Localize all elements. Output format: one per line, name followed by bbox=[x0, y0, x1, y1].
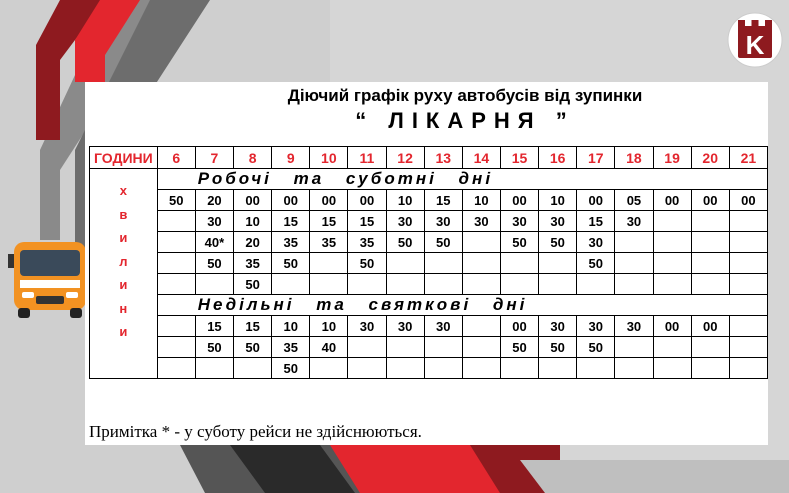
minute-cell: 50 bbox=[424, 232, 462, 253]
minute-cell bbox=[157, 211, 195, 232]
bus-image bbox=[6, 236, 94, 320]
minute-cell: 00 bbox=[653, 190, 691, 211]
minute-cell bbox=[729, 274, 767, 295]
minute-cell bbox=[386, 274, 424, 295]
minute-cell bbox=[539, 358, 577, 379]
hour-header: 6 bbox=[157, 147, 195, 169]
minute-cell bbox=[577, 358, 615, 379]
minute-cell: 30 bbox=[577, 232, 615, 253]
minute-cell bbox=[386, 337, 424, 358]
minute-cell bbox=[691, 253, 729, 274]
minute-cell bbox=[691, 211, 729, 232]
minute-cell: 35 bbox=[272, 232, 310, 253]
minute-cell: 50 bbox=[577, 337, 615, 358]
minute-cell bbox=[157, 337, 195, 358]
minute-cell: 50 bbox=[234, 337, 272, 358]
minute-cell: 35 bbox=[310, 232, 348, 253]
minute-cell: 50 bbox=[195, 337, 233, 358]
minute-cell: 00 bbox=[691, 316, 729, 337]
minute-cell bbox=[462, 274, 500, 295]
minute-cell bbox=[424, 274, 462, 295]
minute-cell: 50 bbox=[577, 253, 615, 274]
minute-cell: 30 bbox=[424, 211, 462, 232]
minute-cell bbox=[615, 274, 653, 295]
minute-cell: 10 bbox=[310, 316, 348, 337]
minute-cell bbox=[157, 274, 195, 295]
minute-cell: 00 bbox=[729, 190, 767, 211]
hour-header: 18 bbox=[615, 147, 653, 169]
minute-cell: 00 bbox=[577, 190, 615, 211]
minute-cell bbox=[615, 337, 653, 358]
minute-cell: 30 bbox=[195, 211, 233, 232]
minute-cell: 30 bbox=[500, 211, 538, 232]
minute-cell bbox=[424, 358, 462, 379]
minute-cell: 30 bbox=[348, 316, 386, 337]
minute-cell: 00 bbox=[234, 190, 272, 211]
minute-cell bbox=[462, 337, 500, 358]
minute-cell: 50 bbox=[157, 190, 195, 211]
minute-cell: 40 bbox=[310, 337, 348, 358]
minute-cell bbox=[157, 316, 195, 337]
hour-header: 15 bbox=[500, 147, 538, 169]
minute-cell: 10 bbox=[234, 211, 272, 232]
section-heading: Робочі та суботні дні bbox=[157, 169, 767, 190]
minutes-side-label bbox=[90, 169, 158, 379]
minute-cell bbox=[195, 274, 233, 295]
minute-cell bbox=[157, 232, 195, 253]
minute-cell bbox=[729, 232, 767, 253]
minute-cell bbox=[729, 316, 767, 337]
hour-header: 14 bbox=[462, 147, 500, 169]
minute-cell: 50 bbox=[348, 253, 386, 274]
hour-header: 7 bbox=[195, 147, 233, 169]
side-letter: л bbox=[119, 253, 128, 269]
minute-cell: 40* bbox=[195, 232, 233, 253]
minute-cell: 30 bbox=[386, 211, 424, 232]
minute-cell: 15 bbox=[272, 211, 310, 232]
minute-cell: 35 bbox=[272, 337, 310, 358]
minute-cell bbox=[691, 274, 729, 295]
minute-cell: 30 bbox=[577, 316, 615, 337]
minute-cell: 50 bbox=[500, 232, 538, 253]
minute-cell bbox=[462, 232, 500, 253]
logo-letter: K bbox=[745, 30, 765, 60]
hour-header: 12 bbox=[386, 147, 424, 169]
hour-header: 20 bbox=[691, 147, 729, 169]
side-letter: и bbox=[119, 324, 128, 339]
minute-cell bbox=[653, 211, 691, 232]
minute-cell bbox=[653, 253, 691, 274]
minute-cell bbox=[653, 358, 691, 379]
minute-cell bbox=[462, 316, 500, 337]
minute-cell bbox=[615, 253, 653, 274]
minute-cell bbox=[272, 274, 310, 295]
minute-cell bbox=[348, 337, 386, 358]
minute-cell bbox=[500, 358, 538, 379]
minute-cell: 35 bbox=[234, 253, 272, 274]
minute-cell: 00 bbox=[348, 190, 386, 211]
minute-cell bbox=[195, 358, 233, 379]
minute-cell bbox=[348, 358, 386, 379]
minute-cell: 00 bbox=[653, 316, 691, 337]
schedule-panel bbox=[85, 82, 768, 445]
minute-cell: 05 bbox=[615, 190, 653, 211]
hour-header: 19 bbox=[653, 147, 691, 169]
minute-cell bbox=[729, 211, 767, 232]
minute-cell: 20 bbox=[234, 232, 272, 253]
minute-cell bbox=[691, 358, 729, 379]
minute-cell bbox=[615, 358, 653, 379]
minute-cell bbox=[157, 358, 195, 379]
hour-header: 21 bbox=[729, 147, 767, 169]
minute-cell bbox=[310, 253, 348, 274]
minute-cell bbox=[691, 337, 729, 358]
minute-cell bbox=[729, 358, 767, 379]
minute-cell bbox=[729, 253, 767, 274]
minute-cell bbox=[348, 274, 386, 295]
minute-cell: 20 bbox=[195, 190, 233, 211]
section-heading: Недільні та святкові дні bbox=[157, 295, 767, 316]
hour-header: 8 bbox=[234, 147, 272, 169]
brand-logo bbox=[727, 12, 783, 68]
hour-header: 9 bbox=[272, 147, 310, 169]
minute-cell bbox=[691, 232, 729, 253]
minute-cell bbox=[462, 358, 500, 379]
minute-cell: 10 bbox=[539, 190, 577, 211]
minute-cell bbox=[653, 274, 691, 295]
minute-cell: 15 bbox=[310, 211, 348, 232]
minute-cell: 50 bbox=[386, 232, 424, 253]
minute-cell bbox=[157, 253, 195, 274]
minute-cell: 30 bbox=[386, 316, 424, 337]
minute-cell bbox=[462, 253, 500, 274]
minute-cell: 00 bbox=[272, 190, 310, 211]
minute-cell: 30 bbox=[615, 316, 653, 337]
minute-cell bbox=[386, 358, 424, 379]
minute-cell: 50 bbox=[234, 274, 272, 295]
minute-cell bbox=[234, 358, 272, 379]
minute-cell: 50 bbox=[500, 337, 538, 358]
side-letter: и bbox=[119, 277, 128, 292]
side-letter: в bbox=[119, 206, 128, 222]
minute-cell: 10 bbox=[272, 316, 310, 337]
minute-cell: 10 bbox=[462, 190, 500, 211]
hours-header-label: ГОДИНИ bbox=[90, 147, 158, 169]
minute-cell: 15 bbox=[577, 211, 615, 232]
hour-header: 10 bbox=[310, 147, 348, 169]
minute-cell: 00 bbox=[310, 190, 348, 211]
minute-cell: 15 bbox=[234, 316, 272, 337]
stop-name: “ ЛІКАРНЯ ” bbox=[355, 108, 575, 133]
minute-cell bbox=[424, 253, 462, 274]
side-letter: н bbox=[119, 300, 128, 316]
minute-cell bbox=[653, 337, 691, 358]
minute-cell bbox=[577, 274, 615, 295]
schedule-table bbox=[89, 146, 768, 379]
minute-cell: 00 bbox=[500, 190, 538, 211]
schedule-title: Діючий графік руху автобусів від зупинки bbox=[287, 86, 643, 105]
minute-cell: 30 bbox=[539, 211, 577, 232]
minute-cell bbox=[500, 253, 538, 274]
minute-cell bbox=[310, 274, 348, 295]
minute-cell: 30 bbox=[424, 316, 462, 337]
minute-cell: 10 bbox=[386, 190, 424, 211]
hour-header: 17 bbox=[577, 147, 615, 169]
minute-cell: 15 bbox=[195, 316, 233, 337]
minute-cell bbox=[653, 232, 691, 253]
hour-header: 16 bbox=[539, 147, 577, 169]
minute-cell: 15 bbox=[348, 211, 386, 232]
minute-cell bbox=[539, 274, 577, 295]
hour-header: 13 bbox=[424, 147, 462, 169]
side-letter: и bbox=[119, 230, 128, 245]
minute-cell: 50 bbox=[539, 232, 577, 253]
minute-cell bbox=[424, 337, 462, 358]
minute-cell: 30 bbox=[615, 211, 653, 232]
minute-cell: 00 bbox=[500, 316, 538, 337]
minute-cell: 00 bbox=[691, 190, 729, 211]
minute-cell: 35 bbox=[348, 232, 386, 253]
minute-cell: 30 bbox=[539, 316, 577, 337]
minute-cell bbox=[729, 337, 767, 358]
minute-cell: 15 bbox=[424, 190, 462, 211]
minute-cell: 30 bbox=[462, 211, 500, 232]
minute-cell: 50 bbox=[272, 358, 310, 379]
minute-cell bbox=[310, 358, 348, 379]
footnote: Примітка * - у суботу рейси не здійснюються. bbox=[89, 422, 422, 441]
hour-header: 11 bbox=[348, 147, 386, 169]
minute-cell: 50 bbox=[539, 337, 577, 358]
minute-cell bbox=[386, 253, 424, 274]
minute-cell: 50 bbox=[195, 253, 233, 274]
minute-cell bbox=[615, 232, 653, 253]
minute-cell bbox=[539, 253, 577, 274]
side-letter: х bbox=[119, 183, 127, 198]
minute-cell bbox=[500, 274, 538, 295]
minute-cell: 50 bbox=[272, 253, 310, 274]
